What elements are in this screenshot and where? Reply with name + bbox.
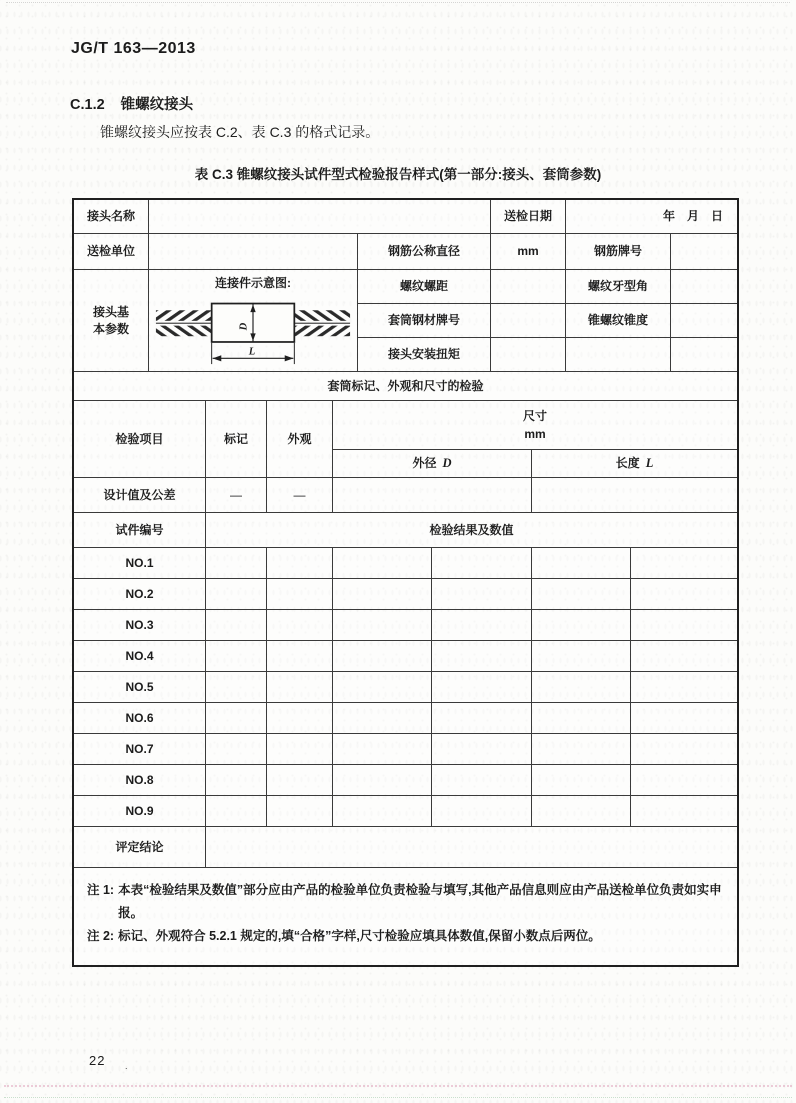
- note-2: [87, 925, 725, 948]
- length-header-cell: [532, 450, 737, 478]
- install-torque-value-cell: [491, 338, 566, 372]
- length-symbol: L: [645, 456, 654, 471]
- standard-number: JG/T 163—2013: [71, 40, 196, 57]
- specimen-cell: [532, 641, 631, 672]
- scan-artifact-dot: .: [125, 1061, 128, 1071]
- specimen-cell: [631, 672, 737, 703]
- specimen-cell: [333, 672, 432, 703]
- specimen-cell: [432, 796, 532, 827]
- table-section-inspection: [74, 401, 737, 868]
- rebar-diameter-label-cell: 钢筋公称直径: [358, 234, 491, 270]
- specimen-cell: [532, 765, 631, 796]
- specimen-row-label: NO.4: [74, 641, 206, 672]
- size-header-cell: [333, 401, 737, 450]
- specimen-cell: [631, 734, 737, 765]
- dim-l-arrow-right: [285, 355, 294, 361]
- specimen-cell: [267, 703, 333, 734]
- specimen-row-label: NO.7: [74, 734, 206, 765]
- basic-params-label-cell: [74, 270, 149, 372]
- specimen-cell: [432, 548, 532, 579]
- specimen-cell: [206, 765, 267, 796]
- specimen-cell: [631, 796, 737, 827]
- note-2-text: 标记、外观符合 5.2.1 规定的,填“合格”字样,尺寸检验应填具体数值,保留小数点后两位。: [118, 929, 601, 944]
- submission-date-value-cell: 年 月 日: [566, 200, 737, 234]
- specimen-cell: [532, 672, 631, 703]
- conclusion-label-cell: 评定结论: [74, 827, 206, 868]
- submission-date-label-cell: 送检日期: [491, 200, 566, 234]
- section-number: C.1.2: [70, 97, 105, 113]
- install-torque-value-cell-2: [566, 338, 671, 372]
- results-header-cell: 检验结果及数值: [206, 513, 737, 548]
- outer-diameter-symbol: D: [442, 456, 452, 471]
- specimen-row-label: NO.9: [74, 796, 206, 827]
- rebar-diameter-unit-cell: mm: [491, 234, 566, 270]
- specimen-row-label: NO.5: [74, 672, 206, 703]
- specimen-cell: [333, 703, 432, 734]
- table-section-header-params: [74, 200, 737, 401]
- specimen-cell: [432, 641, 532, 672]
- specimen-cell: [333, 579, 432, 610]
- rebar-grade-value-cell: [671, 234, 737, 270]
- page-number: 22: [89, 1053, 106, 1068]
- submission-unit-label-cell: 送检单位: [74, 234, 149, 270]
- specimen-cell: [631, 641, 737, 672]
- dim-l-label: L: [248, 346, 256, 358]
- basic-params-label: 接头基本参数: [92, 305, 129, 336]
- specimen-row-label: NO.8: [74, 765, 206, 796]
- specimen-cell: [631, 548, 737, 579]
- specimen-cell: [532, 703, 631, 734]
- specimen-cell: [206, 703, 267, 734]
- specimen-cell: [206, 641, 267, 672]
- right-rebar-bottom-ribs: [294, 326, 350, 337]
- specimen-cell: [267, 765, 333, 796]
- rebar-grade-label-cell: 钢筋牌号: [566, 234, 671, 270]
- specimen-cell: [206, 610, 267, 641]
- specimen-cell: [432, 672, 532, 703]
- intro-paragraph: 锥螺纹接头应按表 C.2、表 C.3 的格式记录。: [100, 124, 380, 140]
- specimen-cell: [333, 765, 432, 796]
- sleeve-steel-grade-value-cell: [491, 304, 566, 338]
- note-2-label: 注 2:: [87, 929, 115, 944]
- specimen-cell: [532, 610, 631, 641]
- left-rebar-top-ribs: [156, 310, 212, 321]
- dim-d-label: D: [238, 322, 250, 331]
- report-form-table: [72, 198, 739, 967]
- specimen-row-label: NO.6: [74, 703, 206, 734]
- specimen-cell: [206, 672, 267, 703]
- specimen-cell: [631, 610, 737, 641]
- dim-l-arrow-left: [213, 355, 222, 361]
- specimen-cell: [631, 703, 737, 734]
- specimen-cell: [432, 765, 532, 796]
- size-unit: mm: [524, 426, 546, 441]
- specimen-no-label-cell: 试件编号: [74, 513, 206, 548]
- taper-value-cell: [671, 304, 737, 338]
- install-torque-label-cell: 接头安装扭矩: [358, 338, 491, 372]
- design-value-label-cell: 设计值及公差: [74, 478, 206, 513]
- left-rebar-bottom-ribs: [156, 326, 212, 337]
- thread-angle-value-cell: [671, 270, 737, 304]
- specimen-cell: [532, 579, 631, 610]
- note-1: [87, 879, 725, 925]
- taper-label-cell: 锥螺纹锥度: [566, 304, 671, 338]
- size-label: 尺寸: [522, 409, 547, 424]
- specimen-cell: [267, 610, 333, 641]
- specimen-cell: [267, 641, 333, 672]
- length-label: 长度: [615, 456, 640, 471]
- specimen-cell: [333, 641, 432, 672]
- table-notes: [74, 868, 737, 965]
- thread-angle-label-cell: 螺纹牙型角: [566, 270, 671, 304]
- coupler-diagram-cell: [149, 270, 358, 372]
- specimen-cell: [432, 734, 532, 765]
- mark-header-cell: 标记: [206, 401, 267, 478]
- specimen-cell: [267, 579, 333, 610]
- design-appearance-value-cell: —: [267, 478, 333, 513]
- specimen-cell: [206, 548, 267, 579]
- joint-name-value-cell: [149, 200, 491, 234]
- joint-name-label-cell: 接头名称: [74, 200, 149, 234]
- inspection-section-title-cell: 套筒标记、外观和尺寸的检验: [74, 372, 737, 401]
- design-diameter-value-cell: [333, 478, 532, 513]
- thread-pitch-label-cell: 螺纹螺距: [358, 270, 491, 304]
- specimen-cell: [532, 734, 631, 765]
- note-1-label: 注 1:: [87, 883, 115, 897]
- specimen-cell: [267, 734, 333, 765]
- specimen-row-label: NO.3: [74, 610, 206, 641]
- scan-artifact-top-line: [6, 2, 790, 3]
- specimen-cell: [432, 579, 532, 610]
- specimen-cell: [267, 796, 333, 827]
- install-torque-value-cell-3: [671, 338, 737, 372]
- sleeve-steel-grade-label-cell: 套筒钢材牌号: [358, 304, 491, 338]
- outer-diameter-header-cell: [333, 450, 532, 478]
- specimen-cell: [532, 796, 631, 827]
- specimen-cell: [333, 610, 432, 641]
- specimen-cell: [206, 796, 267, 827]
- note-1-text: 本表“检验结果及数值”部分应由产品的检验单位负责检验与填写,其他产品信息则应由产品送检单位负责如实申报。: [118, 883, 722, 921]
- section-title: 锥螺纹接头: [120, 97, 194, 113]
- specimen-cell: [206, 734, 267, 765]
- specimen-cell: [333, 796, 432, 827]
- specimen-row-label: NO.1: [74, 548, 206, 579]
- specimen-cell: [631, 765, 737, 796]
- specimen-cell: [267, 672, 333, 703]
- outer-diameter-label: 外径: [412, 456, 437, 471]
- specimen-cell: [631, 579, 737, 610]
- diagram-caption: 连接件示意图:: [215, 276, 291, 290]
- specimen-cell: [333, 548, 432, 579]
- right-rebar-top-ribs: [294, 310, 350, 321]
- scan-artifact-pink-line: [4, 1085, 792, 1087]
- specimen-cell: [432, 703, 532, 734]
- specimen-cell: [532, 548, 631, 579]
- specimen-cell: [206, 579, 267, 610]
- specimen-cell: [333, 734, 432, 765]
- table-title: 表 C.3 锥螺纹接头试件型式检验报告样式(第一部分:接头、套筒参数): [194, 167, 602, 182]
- specimen-row-label: NO.2: [74, 579, 206, 610]
- specimen-cell: [432, 610, 532, 641]
- design-length-value-cell: [532, 478, 737, 513]
- conclusion-value-cell: [206, 827, 737, 868]
- design-mark-value-cell: —: [206, 478, 267, 513]
- scan-artifact-green-line: [4, 1097, 792, 1098]
- specimen-cell: [267, 548, 333, 579]
- section-heading: [70, 93, 193, 114]
- appearance-header-cell: 外观: [267, 401, 333, 478]
- thread-pitch-value-cell: [491, 270, 566, 304]
- inspection-item-label-cell: 检验项目: [74, 401, 206, 478]
- submission-unit-value-cell: [149, 234, 358, 270]
- coupler-schematic-diagram: [151, 292, 355, 371]
